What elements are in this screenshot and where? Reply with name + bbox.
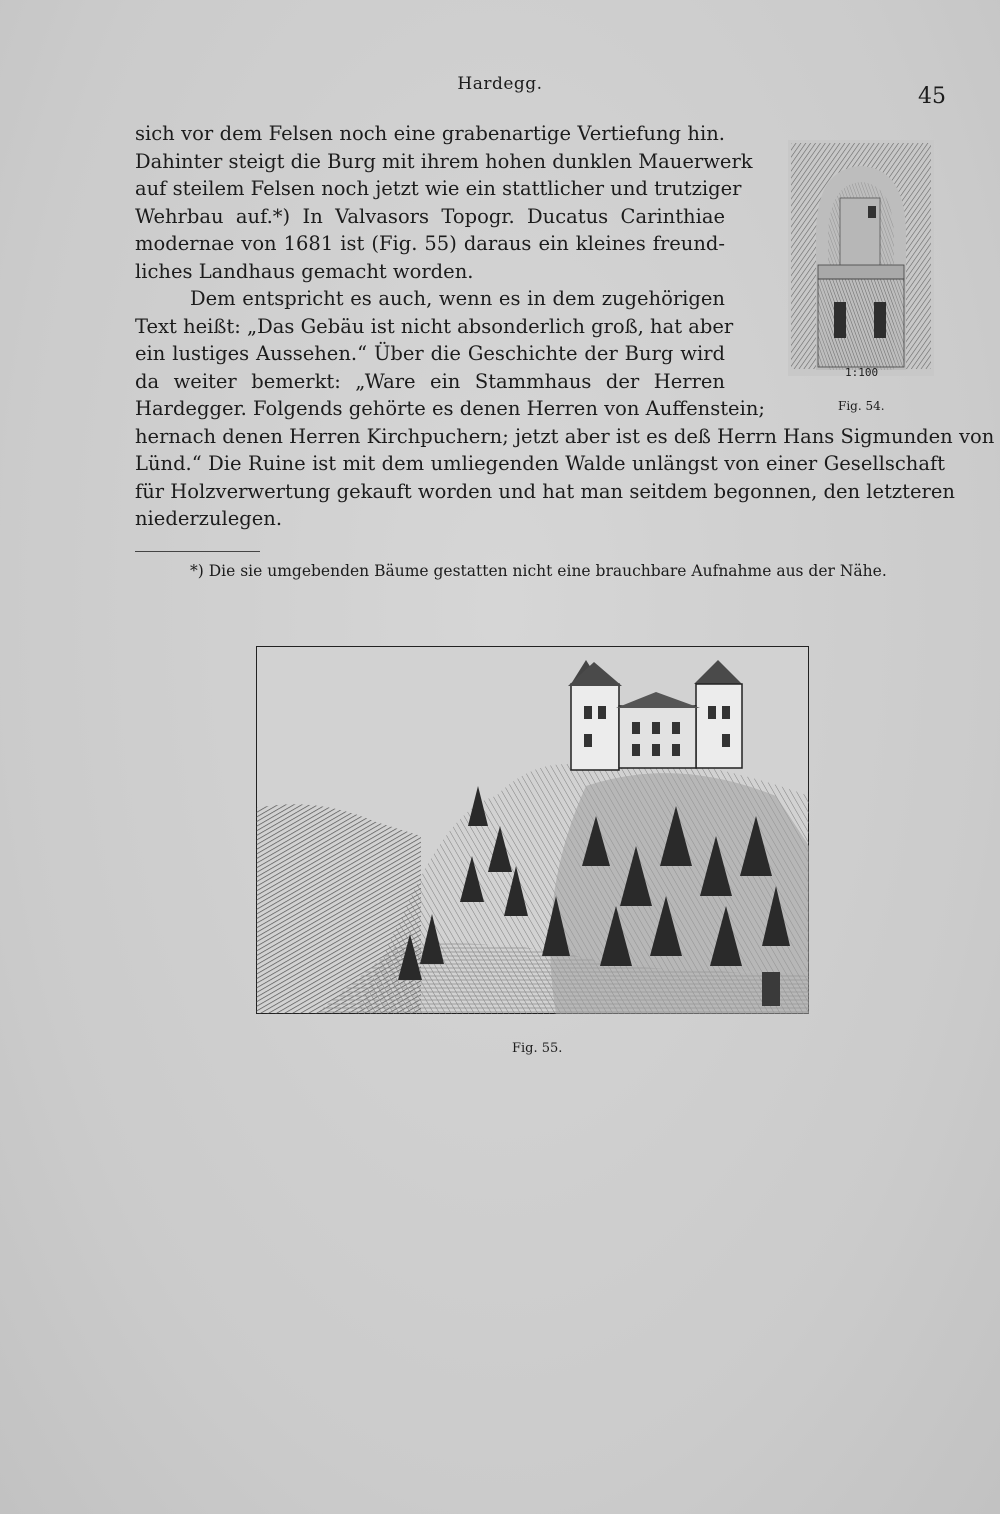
page-number: 45 [918, 84, 946, 109]
text-line: Lünd.“ Die Ruine ist mit dem umliegenden Walde unlängst von einer Gesellschaft [135, 452, 945, 475]
text-line: auf steilem Felsen noch jetzt wie ein stattlicher und trutziger [135, 177, 742, 200]
text-line: Text heißt: „Das Gebäu ist nicht absonderlich groß, hat aber [135, 314, 734, 338]
running-head: Hardegg. [457, 74, 543, 94]
figure-54-caption: Fig. 54. [838, 399, 885, 413]
text-line: Dem entspricht es auch, wenn es in dem zugehörigen [190, 287, 725, 310]
text-line: Hardegger. Folgends gehörte es denen Herren von Auffenstein; [135, 397, 765, 420]
text-line: Dahinter steigt die Burg mit ihrem hohen dunklen Mauerwerk [135, 149, 753, 173]
text-line: niederzulegen. [135, 507, 283, 530]
footnote-rule [135, 551, 260, 552]
figure-54-scale: 1:100 [845, 366, 879, 379]
text-line: für Holzverwertung gekauft worden und hat man seitdem begonnen, den letzteren [135, 479, 955, 503]
text-line: hernach denen Herren Kirchpuchern; jetzt aber ist es deß Herrn Hans Sigmunden von [135, 424, 995, 448]
text-line: ein lustiges Aussehen.“ Über die Geschichte der Burg wird [135, 342, 725, 365]
figure-54-image [788, 140, 934, 376]
text-line: Wehrbau auf.*) In Valvasors Topogr. Ducatus Carinthiae [135, 204, 725, 228]
figure-55-caption: Fig. 55. [512, 1041, 563, 1056]
text-line: liches Landhaus gemacht worden. [135, 259, 474, 283]
footnote: *) Die sie umgebenden Bäume gestatten nicht eine brauchbare Aufnahme aus der Nähe. [190, 562, 887, 580]
text-line: da weiter bemerkt: „Ware ein Stammhaus der Herren [135, 369, 725, 393]
text-line: modernae von 1681 ist (Fig. 55) daraus ein kleines freund- [135, 232, 725, 255]
text-line: sich vor dem Felsen noch eine grabenartige Vertiefung hin. [135, 122, 725, 145]
figure-55-image [256, 646, 809, 1014]
